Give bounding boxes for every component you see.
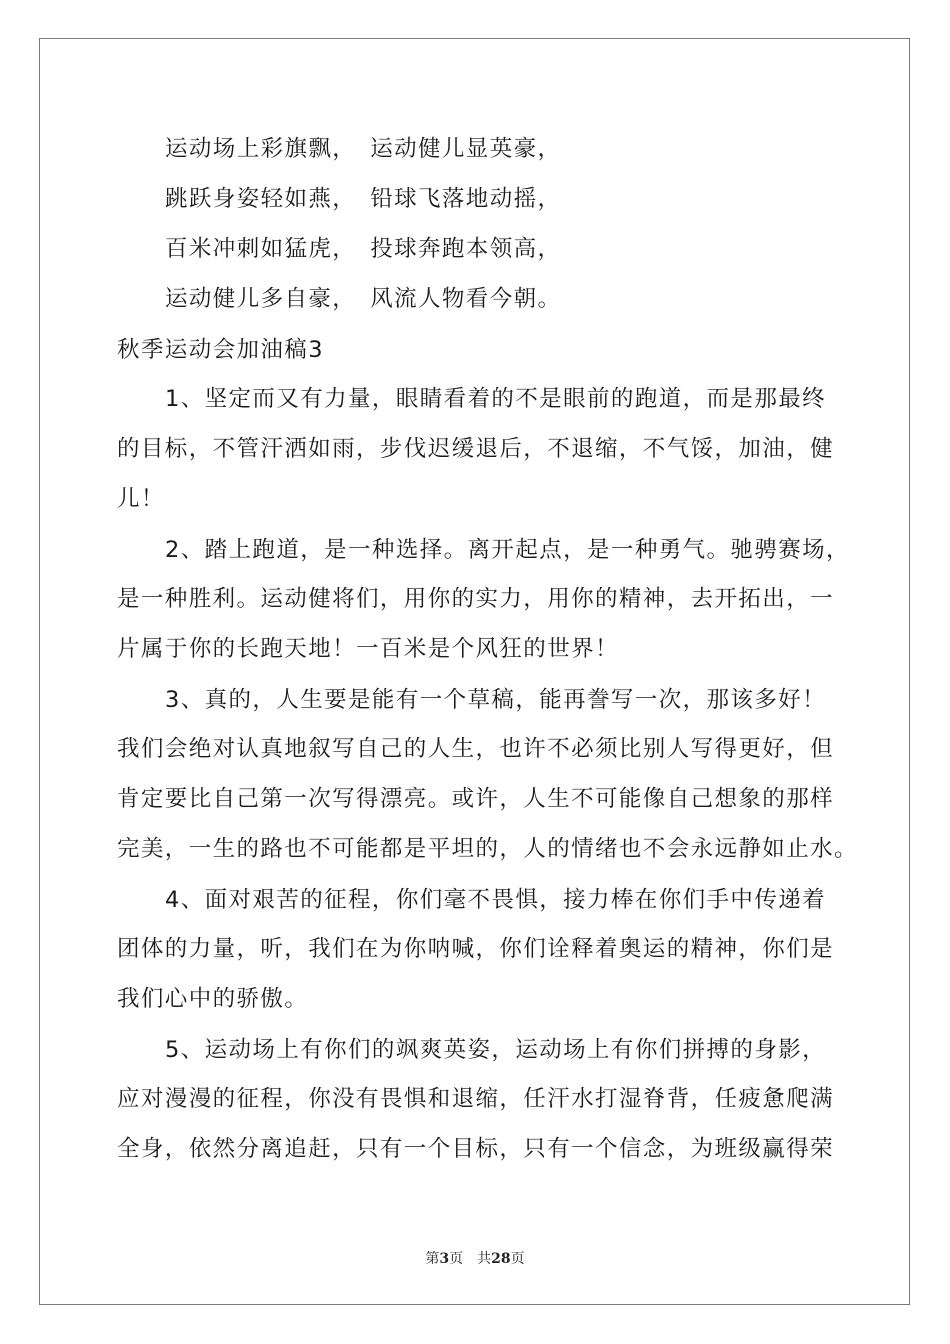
- poem-line: [165, 234, 561, 264]
- paragraph-line: 4、面对艰苦的征程，你们毫不畏惧，接力棒在你们手中传递着: [165, 887, 827, 913]
- paragraph-line: 肯定要比自己第一次写得漂亮。或许，人生不可能像自己想象的那样: [117, 786, 835, 812]
- poem-line: [165, 134, 561, 164]
- paragraph-line: 儿！: [117, 486, 165, 512]
- paragraph-line: 5、运动场上有你们的飒爽英姿，运动场上有你们拼搏的身影，: [165, 1037, 827, 1063]
- paragraph-line: 团体的力量，听，我们在为你呐喊，你们诠释着奥运的精神，你们是: [117, 936, 835, 962]
- page-footer: [0, 1248, 950, 1268]
- paragraph-line: 的目标，不管汗洒如雨，步伐迟缓退后，不退缩，不气馁，加油，健: [117, 436, 835, 462]
- poem-line-left: 运动健儿多自豪，: [165, 286, 357, 312]
- page-label-suffix: 页: [449, 1251, 464, 1267]
- page-label-prefix: 第: [425, 1251, 440, 1267]
- paragraph-line: 2、踏上跑道，是一种选择。离开起点，是一种勇气。驰骋赛场，: [165, 537, 850, 563]
- poem-line-right: 投球奔跑本领高，: [370, 236, 562, 262]
- poem-line-left: 跳跃身姿轻如燕，: [165, 186, 357, 212]
- poem-line: [165, 184, 561, 214]
- page-border: [39, 38, 910, 1305]
- paragraph-line: 是一种胜利。运动健将们，用你的实力，用你的精神，去开拓出，一: [117, 586, 835, 612]
- poem-line-right: 铅球飞落地动摇，: [370, 186, 562, 212]
- poem-line-right: 风流人物看今朝。: [370, 286, 562, 312]
- paragraph-line: 3、真的，人生要是能有一个草稿，能再誊写一次，那该多好！: [165, 687, 827, 713]
- poem-line-left: 运动场上彩旗飘，: [165, 136, 357, 162]
- page-number: 3: [439, 1251, 450, 1267]
- paragraph-line: 片属于你的长跑天地！一百米是个风狂的世界！: [117, 636, 619, 662]
- paragraph-line: 全身，依然分离追赶，只有一个目标，只有一个信念，为班级赢得荣: [117, 1136, 835, 1162]
- poem-line: [165, 284, 561, 314]
- total-pages: 28: [491, 1251, 511, 1267]
- paragraph-line: 完美，一生的路也不可能都是平坦的，人的情绪也不会永远静如止水。: [117, 836, 858, 862]
- poem-line-left: 百米冲刺如猛虎，: [165, 236, 357, 262]
- paragraph-line: 我们心中的骄傲。: [117, 986, 309, 1012]
- section-heading: 秋季运动会加油稿3: [117, 337, 324, 363]
- total-label-prefix: 共: [477, 1251, 492, 1267]
- paragraph-line: 1、坚定而又有力量，眼睛看着的不是眼前的跑道，而是那最终: [165, 386, 827, 412]
- total-label-suffix: 页: [510, 1251, 525, 1267]
- poem-line-right: 运动健儿显英豪，: [370, 136, 562, 162]
- paragraph-line: 我们会绝对认真地叙写自己的人生，也许不必须比别人写得更好，但: [117, 736, 835, 762]
- paragraph-line: 应对漫漫的征程，你没有畏惧和退缩，任汗水打湿脊背，任疲惫爬满: [117, 1086, 835, 1112]
